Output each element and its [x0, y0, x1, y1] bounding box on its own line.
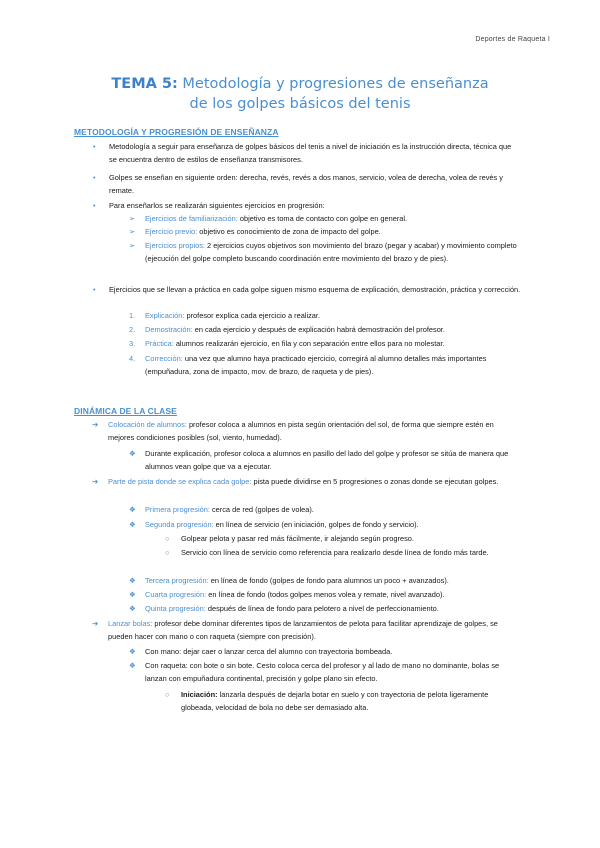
list-item: • Para enseñarlos se realizarán siguientes ejercicios en progresión: [109, 200, 521, 213]
circle-icon: ○ [165, 534, 170, 543]
bullet-icon: • [93, 173, 96, 182]
bullet-icon: • [93, 285, 96, 294]
list-item: • Golpes se enseñan en siguiente orden: derecha, revés, revés a dos manos, servicio, volea de derecha, volea de revés y remate. [93, 173, 503, 195]
list-item: ○ Servicio con línea de servicio como referencia para realizarlo desde línea de fondo más tarde. [181, 547, 521, 560]
list-item: ❖ Tercera progresión: en línea de fondo (golpes de fondo para alumnos un poco + avanzados). [145, 575, 521, 588]
bullet-icon: • [93, 201, 96, 210]
list-item: ❖ Con raqueta: con bote o sin bote. Cesto coloca cerca del profesor y al lado de mano no dominante, bolas se lanzan con empuñadura continental, precisión y golpe plano sin efecto. [129, 661, 500, 683]
numbered-item: 3. Práctica: alumnos realizarán ejercicio, en fila y con separación entre ellos para no molestar. [129, 339, 445, 348]
bullet-icon: • [93, 142, 96, 151]
section-heading-dinamica: DINÁMICA DE LA CLASE [74, 406, 177, 416]
page-title [0, 74, 600, 114]
list-item: ❖ Quinta progresión: después de línea de fondo para pelotero a nivel de perfeccionamiento. [145, 603, 521, 616]
list-item: ❖ Cuarta progresión: en línea de fondo (todos golpes menos volea y remate, nivel avanzado). [145, 589, 521, 602]
arrow-icon: ➔ [92, 619, 99, 628]
diamond-icon: ❖ [129, 449, 136, 458]
arrowhead-icon: ➢ [129, 214, 136, 223]
list-item: ❖ Con mano: dejar caer o lanzar cerca del alumno con trayectoria bombeada. [145, 646, 521, 659]
arrow-icon: ➔ [92, 477, 99, 486]
diamond-icon: ❖ [129, 647, 136, 656]
circle-icon: ○ [165, 690, 170, 699]
arrow-icon: ➔ [92, 420, 99, 429]
section-heading-metodologia: METODOLOGÍA Y PROGRESIÓN DE ENSEÑANZA [74, 127, 279, 137]
list-item: ➔ Parte de pista donde se explica cada golpe: pista puede dividirse en 5 progresiones o zonas donde se ejecutan golpes. [108, 476, 521, 489]
numbered-item: 4. Corrección: una vez que alumno haya practicado ejercicio, corregirá al alumno detalles más importantes (empuñadura, zona de impacto, mov. de brazo, de raqueta y de pies). [129, 354, 487, 376]
list-item: ➢ Ejercicios propios: 2 ejercicios cuyos objetivos son movimiento del brazo (pegar y acabar) y movimiento completo (ejecución del golpe completo buscando coordinación entre movimiento del brazo y de pies). [129, 241, 517, 263]
title-line2: de los golpes básicos del tenis [189, 96, 411, 112]
title-prefix: TEMA 5: [111, 76, 178, 92]
circle-icon: ○ [165, 548, 170, 557]
list-item: ➢ Ejercicio previo: objetivo es conocimiento de zona de impacto del golpe. [145, 226, 521, 239]
arrowhead-icon: ➢ [129, 241, 136, 250]
list-item: ➔ Colocación de alumnos: profesor coloca a alumnos en pista según orientación del sol, de forma que siempre estén en mejores condiciones posibles (sol, viento, humedad). [92, 420, 494, 442]
arrowhead-icon: ➢ [129, 227, 136, 236]
list-item: ➔ Lanzar bolas: profesor debe dominar diferentes tipos de lanzamientos de pelota para facilitar aprendizaje de golpes, se pueden hacer con mano o con raqueta (siempre con precisión). [92, 619, 498, 641]
list-item: ○ Iniciación: lanzarla después de dejarla botar en suelo y con trayectoria de pelota ligeramente globeada, velocidad de bola no debe ser demasiado alta. [165, 690, 489, 712]
page-header: Deportes de Raqueta I [475, 36, 550, 43]
diamond-icon: ❖ [129, 505, 136, 514]
numbered-item: 1. Explicación: profesor explica cada ejercicio a realizar. [129, 311, 320, 320]
diamond-icon: ❖ [129, 661, 136, 670]
diamond-icon: ❖ [129, 576, 136, 585]
list-item: ❖ Segunda progresión: en línea de servicio (en iniciación, golpes de fondo y servicio). [145, 519, 521, 532]
list-item: ❖ Durante explicación, profesor coloca a alumnos en pasillo del lado del golpe y profesor se sitúa de manera que alumnos vean golpe que va a ejecutar. [129, 449, 509, 471]
list-item: ➢ Ejercicios de familiarización: objetivo es toma de contacto con golpe en general. [145, 213, 521, 226]
list-item: • Ejercicios que se llevan a práctica en cada golpe siguen mismo esquema de explicación, demostración, práctica y corrección. [109, 284, 521, 297]
diamond-icon: ❖ [129, 590, 136, 599]
list-item: ❖ Primera progresión: cerca de red (golpes de volea). [145, 504, 521, 517]
list-item: ○ Golpear pelota y pasar red más fácilmente, ir alejando según progreso. [181, 533, 521, 546]
numbered-item: 2. Demostración: en cada ejercicio y después de explicación habrá demostración del profesor. [129, 325, 445, 334]
diamond-icon: ❖ [129, 604, 136, 613]
diamond-icon: ❖ [129, 520, 136, 529]
list-item: • Metodología a seguir para enseñanza de golpes básicos del tenis a nivel de iniciación es la instrucción directa, técnica que se encuentra dentro de estilos de enseñanza transmisores. [93, 142, 512, 164]
title-line1: Metodología y progresiones de enseñanza [182, 76, 489, 92]
